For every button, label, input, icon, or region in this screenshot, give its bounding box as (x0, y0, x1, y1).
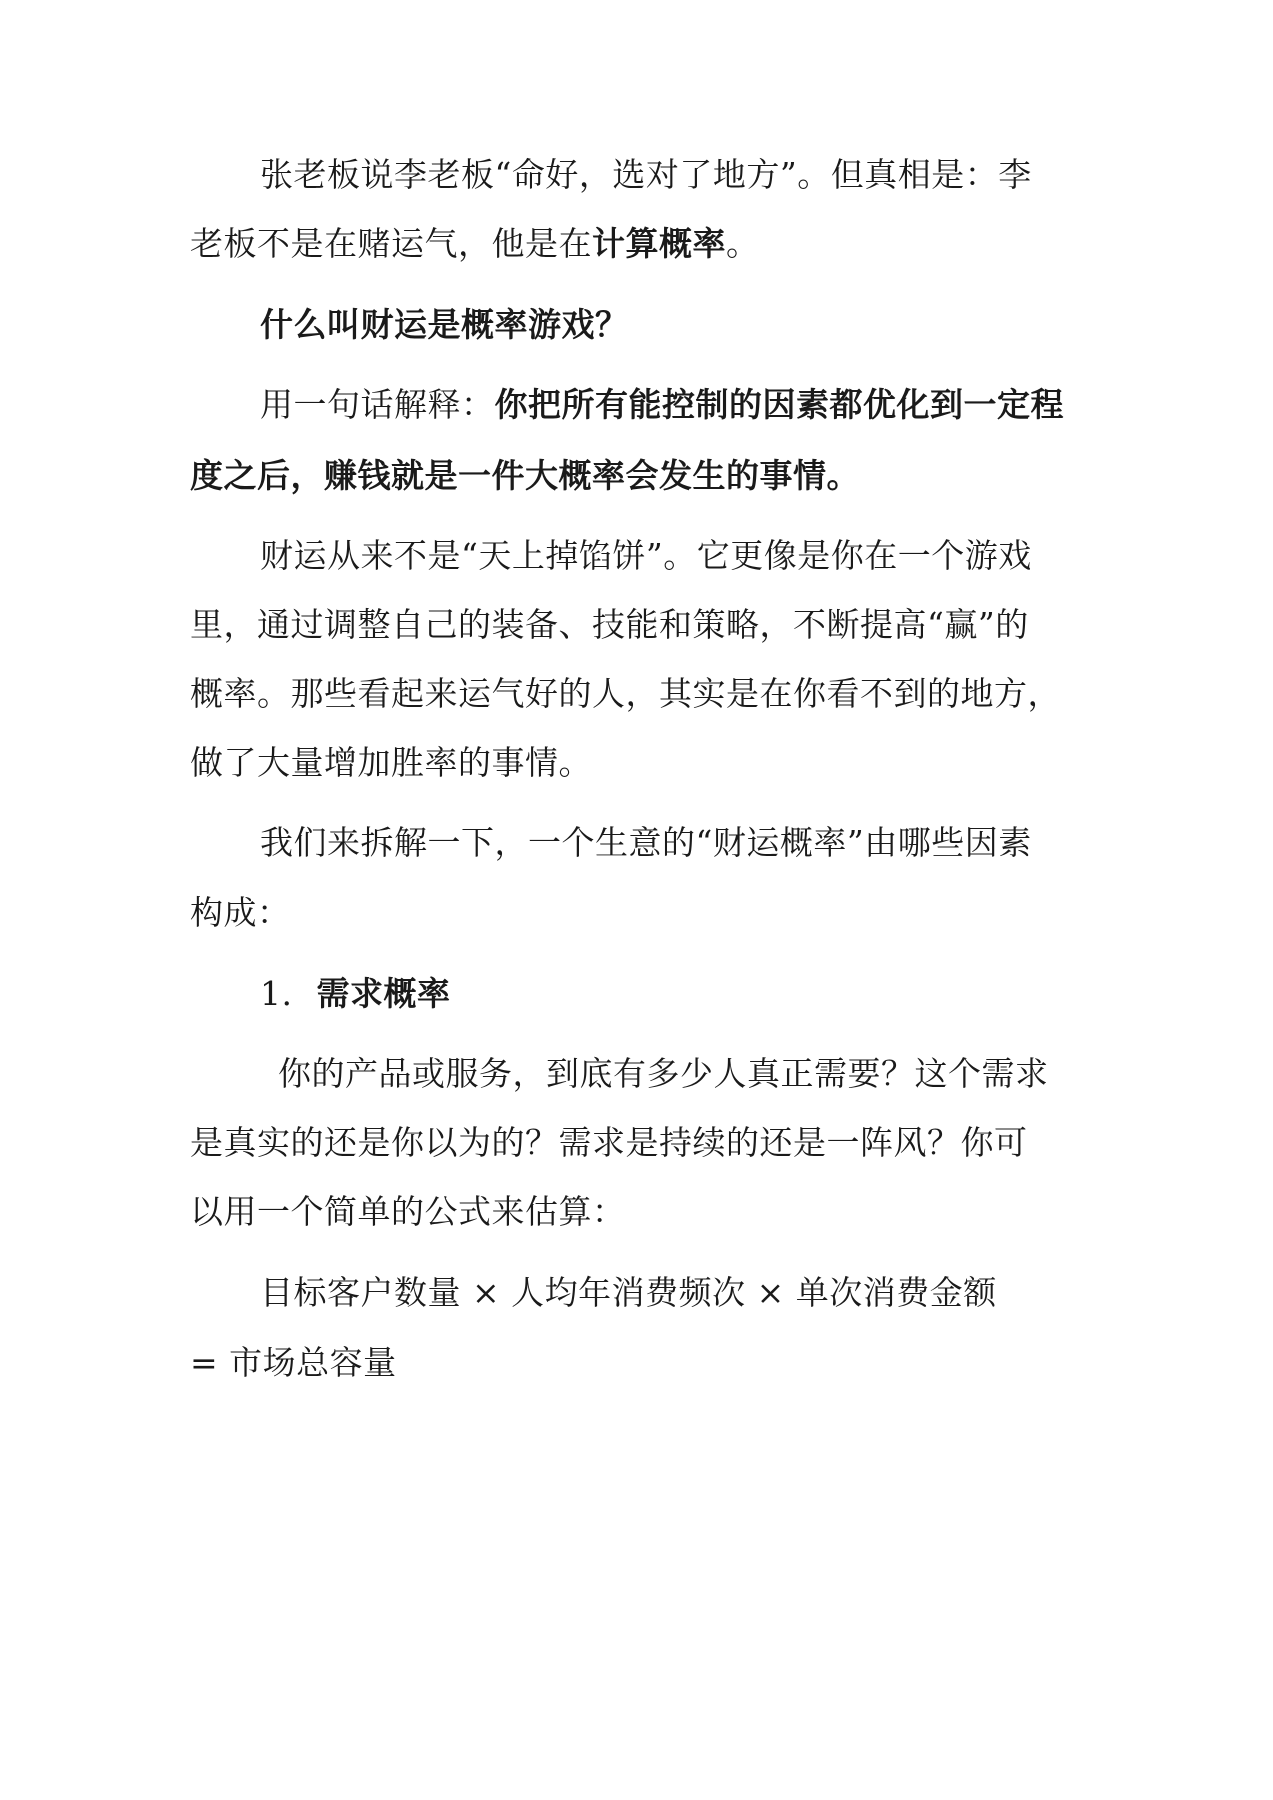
paragraph-1-line-1: 张老板说李老板“命好，选对了地方”。但真相是：李 (260, 155, 1032, 194)
paragraph-5-line-1: 你的产品或服务，到底有多少人真正需要？这个需求 (278, 1054, 1049, 1093)
paragraph-3-line-4: 做了大量增加胜率的事情。 (190, 743, 592, 782)
formula-line-2: = 市场总容量 (190, 1343, 397, 1382)
paragraph-5-line-2: 是真实的还是你以为的？需求是持续的还是一阵风？你可 (190, 1123, 1028, 1162)
paragraph-3-line-3: 概率。那些看起来运气好的人，其实是在你看不到的地方， (190, 674, 1061, 713)
paragraph-2-line-2: 度之后，赚钱就是一件大概率会发生的事情。 (190, 456, 860, 495)
paragraph-2-line-1 (260, 385, 1273, 425)
paragraph-3-line-2: 里，通过调整自己的装备、技能和策略，不断提高“赢”的 (190, 605, 1029, 644)
paragraph-3-line-1: 财运从来不是“天上掉馅饼”。它更像是你在一个游戏 (260, 536, 1032, 575)
paragraph-1-end: 。 (726, 224, 760, 263)
paragraph-4-line-2: 构成： (190, 893, 291, 932)
heading-number: 1. (260, 974, 293, 1013)
paragraph-1-text: 老板不是在赌运气，他是在 (190, 224, 592, 263)
paragraph-1-line-2 (190, 224, 1273, 264)
paragraph-2-emphasis: 你把所有能控制的因素都优化到一定程 (494, 385, 1064, 424)
heading-title: 需求概率 (316, 974, 451, 1013)
formula-line-1: 目标客户数量 × 人均年消费频次 × 单次消费金额 (260, 1273, 997, 1312)
numbered-heading (260, 974, 1273, 1014)
paragraph-4-line-1: 我们来拆解一下，一个生意的“财运概率”由哪些因素 (260, 823, 1032, 862)
emphasis-calculate-probability: 计算概率 (592, 224, 726, 263)
paragraph-2-lead: 用一句话解释： (260, 385, 495, 424)
paragraph-5-line-3: 以用一个简单的公式来估算： (190, 1192, 626, 1231)
section-heading: 什么叫财运是概率游戏？ (260, 305, 629, 344)
